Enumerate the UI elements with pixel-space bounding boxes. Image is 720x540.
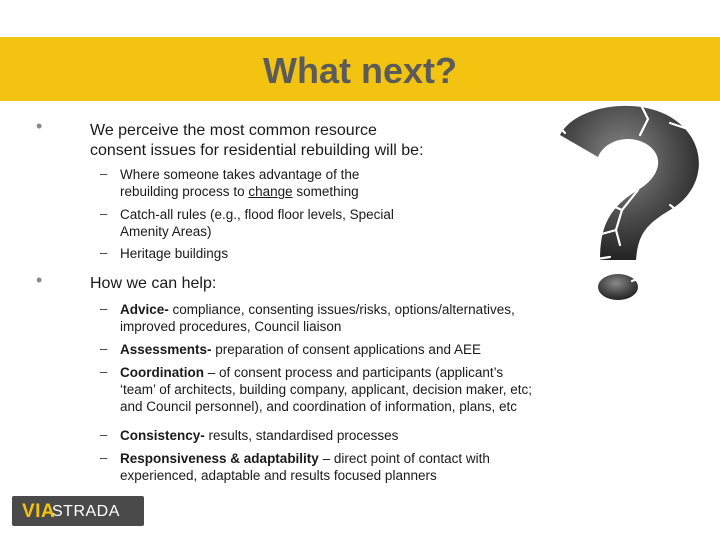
dash: –	[100, 364, 108, 379]
sub-bold: Advice-	[120, 302, 169, 317]
sub-line: and Council personnel), and coordination of information, plans, etc	[120, 399, 517, 414]
sub-bullet-text	[120, 450, 600, 484]
sub-line	[120, 341, 600, 358]
bullet-dot: •	[36, 270, 43, 290]
sub-bullet-text	[120, 301, 600, 335]
sub-line: Catch-all rules (e.g., flood floor levels, Special	[120, 207, 394, 222]
dash: –	[100, 245, 108, 260]
dash: –	[100, 206, 108, 221]
sub-bullet-text	[120, 166, 600, 200]
sub-text: – direct point of contact with	[318, 451, 490, 466]
sub-text: rebuilding process to	[120, 184, 249, 199]
logo-via-text: VIA	[22, 501, 56, 522]
sub-bullet-text	[120, 341, 600, 358]
cracked-question-mark-image	[520, 95, 720, 305]
sub-line: ‘team’ of architects, building company, applicant, decision maker, etc;	[120, 382, 532, 397]
sub-bold: Consistency-	[120, 428, 205, 443]
sub-line	[120, 450, 600, 467]
sub-line	[120, 427, 600, 444]
sub-text: something	[292, 184, 359, 199]
sub-bullet-text: Heritage buildings	[120, 246, 229, 261]
sub-bullet-text	[120, 364, 600, 415]
dash: –	[100, 301, 108, 316]
sub-line	[120, 301, 600, 318]
sub-line: experienced, adaptable and results focused planners	[120, 468, 437, 483]
sub-bold: Coordination	[120, 365, 204, 380]
sub-line: Where someone takes advantage of the	[120, 167, 360, 182]
sub-line: improved procedures, Council liaison	[120, 319, 342, 334]
bullet-text: How we can help:	[90, 275, 217, 292]
sub-text: compliance, consenting issues/risks, options/alternatives,	[168, 302, 515, 317]
sub-bullet-text	[120, 427, 600, 444]
sub-text: results, standardised processes	[204, 428, 399, 443]
sub-line: Amenity Areas)	[120, 224, 212, 239]
bullet-text	[90, 121, 424, 161]
sub-bold: Assessments-	[120, 342, 212, 357]
viastrada-logo	[12, 496, 144, 526]
bullet-line: We perceive the most common resource	[90, 122, 377, 139]
sub-bullet-text	[120, 206, 600, 240]
sub-line	[120, 183, 600, 200]
sub-bold: Responsiveness & adaptability	[120, 451, 319, 466]
underlined-word: change	[248, 184, 293, 199]
slide-title: What next?	[263, 50, 457, 91]
sub-line	[120, 364, 600, 381]
sub-text: preparation of consent applications and AEE	[211, 342, 481, 357]
bullet-line: consent issues for residential rebuilding will be:	[90, 142, 424, 159]
dash: –	[100, 166, 108, 181]
dash: –	[100, 341, 108, 356]
dash: –	[100, 450, 108, 465]
bullet-dot: •	[36, 116, 43, 136]
logo-strada-text: STRADA	[52, 503, 120, 520]
sub-text: – of consent process and participants (applicant’s	[204, 365, 504, 380]
dash: –	[100, 427, 108, 442]
